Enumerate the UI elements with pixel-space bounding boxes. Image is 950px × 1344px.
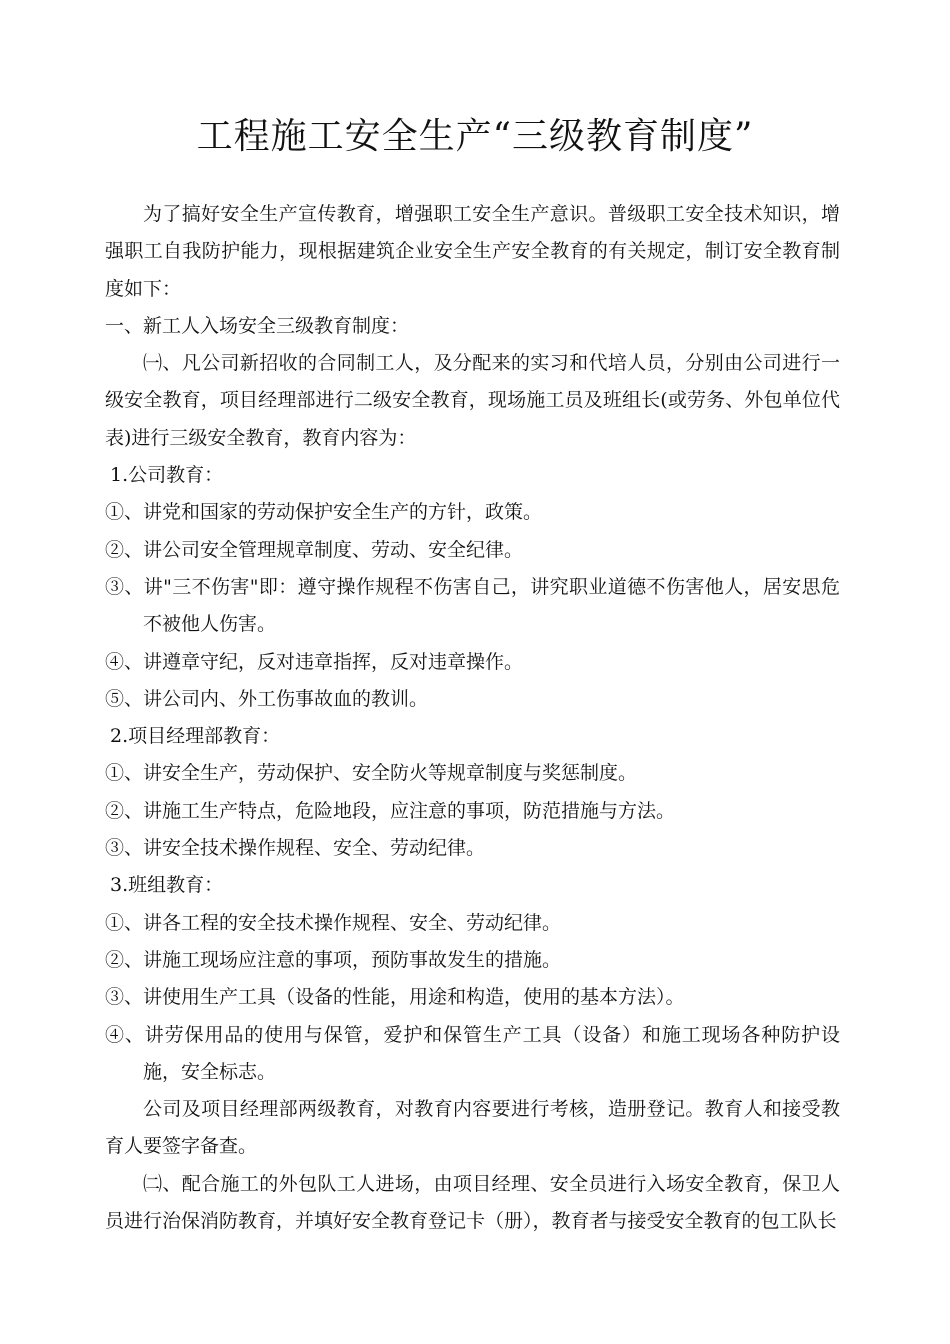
paragraph: ㈡、配合施工的外包队工人进场，由项目经理、安全员进行入场安全教育，保卫人员进行治保消防教育，并填好安全教育登记卡（册），教育者与接受安全教育的包工队长: [105, 1172, 840, 1233]
list-item: ③、讲"三不伤害"即：遵守操作规程不伤害自己，讲究职业道德不伤害他人，居安思危不被他人伤害。: [105, 575, 840, 636]
list-item: ③、讲安全技术操作规程、安全、劳动纪律。: [105, 837, 486, 860]
paragraph: 公司及项目经理部两级教育，对教育内容要进行考核，造册登记。教育人和接受教育人要签字备查。: [105, 1098, 840, 1158]
list-item: ③、讲使用生产工具（设备的性能，用途和构造，使用的基本方法）。: [105, 986, 685, 1009]
document-body: [105, 196, 840, 1240]
subsection-heading: 2.项目经理部教育：: [110, 725, 281, 748]
list-item: ①、讲党和国家的劳动保护安全生产的方针，政策。: [105, 501, 543, 524]
document-title: 工程施工安全生产“三级教育制度”: [196, 116, 754, 157]
list-item: ⑤、讲公司内、外工伤事故血的教训。: [105, 687, 429, 710]
list-item: ②、讲施工生产特点，危险地段，应注意的事项，防范措施与方法。: [105, 799, 676, 822]
list-item: ④、讲遵章守纪，反对违章指挥，反对违章操作。: [105, 650, 524, 673]
list-item: ④、讲劳保用品的使用与保管，爱护和保管生产工具（设备）和施工现场各种防护设施，安全标志。: [105, 1023, 840, 1083]
intro-paragraph: 为了搞好安全生产宣传教育，增强职工安全生产意识。普级职工安全技术知识，增强职工自我防护能力，现根据建筑企业安全生产安全教育的有关规定，制订安全教育制度如下：: [105, 203, 840, 300]
section-heading: 一、新工人入场安全三级教育制度：: [105, 314, 410, 337]
list-item: ②、讲公司安全管理规章制度、劳动、安全纪律。: [105, 538, 524, 561]
list-item: ①、讲安全生产，劳动保护、安全防火等规章制度与奖惩制度。: [105, 762, 638, 785]
subsection-heading: 3.班组教育：: [110, 874, 224, 897]
paragraph: ㈠、凡公司新招收的合同制工人，及分配来的实习和代培人员，分别由公司进行一级安全教育，项目经理部进行二级安全教育，现场施工员及班组长(或劳务、外包单位代表)进行三级安全教育，教育内容为：: [105, 352, 840, 449]
list-item: ①、讲各工程的安全技术操作规程、安全、劳动纪律。: [105, 911, 562, 934]
list-item: ②、讲施工现场应注意的事项，预防事故发生的措施。: [105, 948, 562, 971]
subsection-heading: 1.公司教育：: [110, 464, 224, 487]
